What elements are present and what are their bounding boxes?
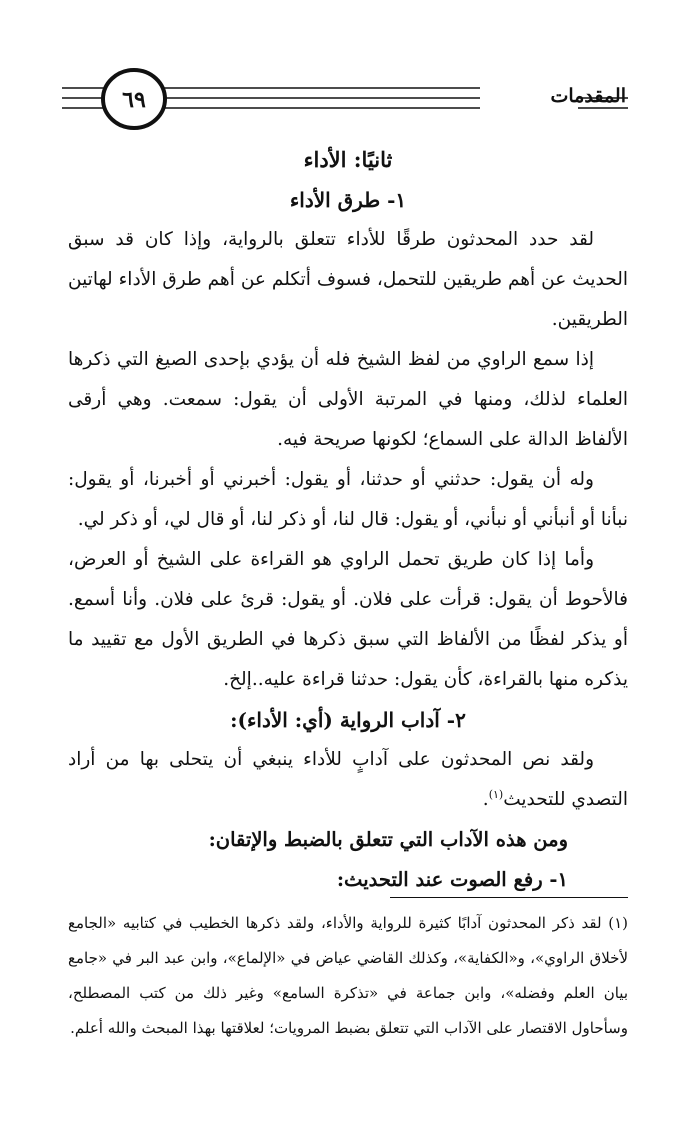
paragraph-5-text: ولقد نص المحدثون على آدابٍ للأداء ينبغي أن يتحلى بها من أراد التصدي للتحديث xyxy=(68,749,628,810)
page-header xyxy=(0,0,694,130)
paragraph-5-end: . xyxy=(482,789,489,810)
heading-narration-etiquette: ٢- آداب الرواية (أي: الأداء): xyxy=(230,708,466,732)
heading-ways-of-performance: ١- طرق الأداء xyxy=(289,188,407,212)
footnote-divider xyxy=(390,897,628,898)
paragraph-2: إذا سمع الراوي من لفظ الشيخ فله أن يؤدي بإحدى الصيغ التي ذكرها العلماء لذلك، ومنها في المرتبة الأولى أن يقول: سمعت. وهي أرقى الألفاظ الدالة على السماع؛ لكونها صريحة فيه. xyxy=(68,349,628,450)
paragraph-3: وله أن يقول: حدثني أو حدثنا، أو يقول: أخبرني أو أخبرنا، أو يقول: نبأنا أو أنبأني أو نبأني، أو يقول: قال لنا، أو ذكر لنا، أو قال لي، أو ذكر لي. xyxy=(68,469,628,530)
list-item-1: ١- رفع الصوت عند التحديث: xyxy=(336,868,568,891)
footnotes xyxy=(68,906,628,1046)
paragraph-4: وأما إذا كان طريق تحمل الراوي هو القراءة على الشيخ أو العرض، فالأحوط أن يقول: قرأت على فلان. أو يقول: قرئ على فلان. وأنا أسمع. أو يذكر لفظًا من الألفاظ التي سبق ذكرها في الطريق الأول مع تقييد ما يذكره منها بالقراءة، كأن يقول: حدثنا قراءة عليه..إلخ. xyxy=(68,549,628,690)
heading-main: ثانيًا: الأداء xyxy=(303,147,393,172)
footnote-1: (١) لقد ذكر المحدثون آدابًا كثيرة للرواية والأداء، ولقد ذكرها الخطيب في كتابيه «الجامع لأخلاق الراوي»، و«الكفاية»، وكذلك القاضي عياض في «الإلماع»، وابن عبد البر في «جامع بيان العلم وفضله»، وابن جماعة في «تذكرة السامع» وغير ذلك من كتب المصطلح، وسأحاول الاقتصار على الآداب التي تتعلق بضبط المرويات؛ لعلاقتها بهذا المبحث والله أعلم. xyxy=(68,914,629,1037)
paragraph-1: لقد حدد المحدثون طرقًا للأداء تتعلق بالرواية، وإذا كان قد سبق الحديث عن أهم طريقين للتحمل، فسوف أتكلم عن أهم طرق الأداء لهاتين الطريقين. xyxy=(68,229,628,330)
running-section-title: المقدمات xyxy=(550,85,626,107)
footnote-reference[interactable]: (١) xyxy=(488,787,504,801)
page-number: ٦٩ xyxy=(122,87,146,113)
paragraph-5 xyxy=(68,740,628,820)
heading-precision-etiquette: ومن هذه الآداب التي تتعلق بالضبط والإتقان: xyxy=(208,828,568,851)
page-body xyxy=(68,140,628,900)
